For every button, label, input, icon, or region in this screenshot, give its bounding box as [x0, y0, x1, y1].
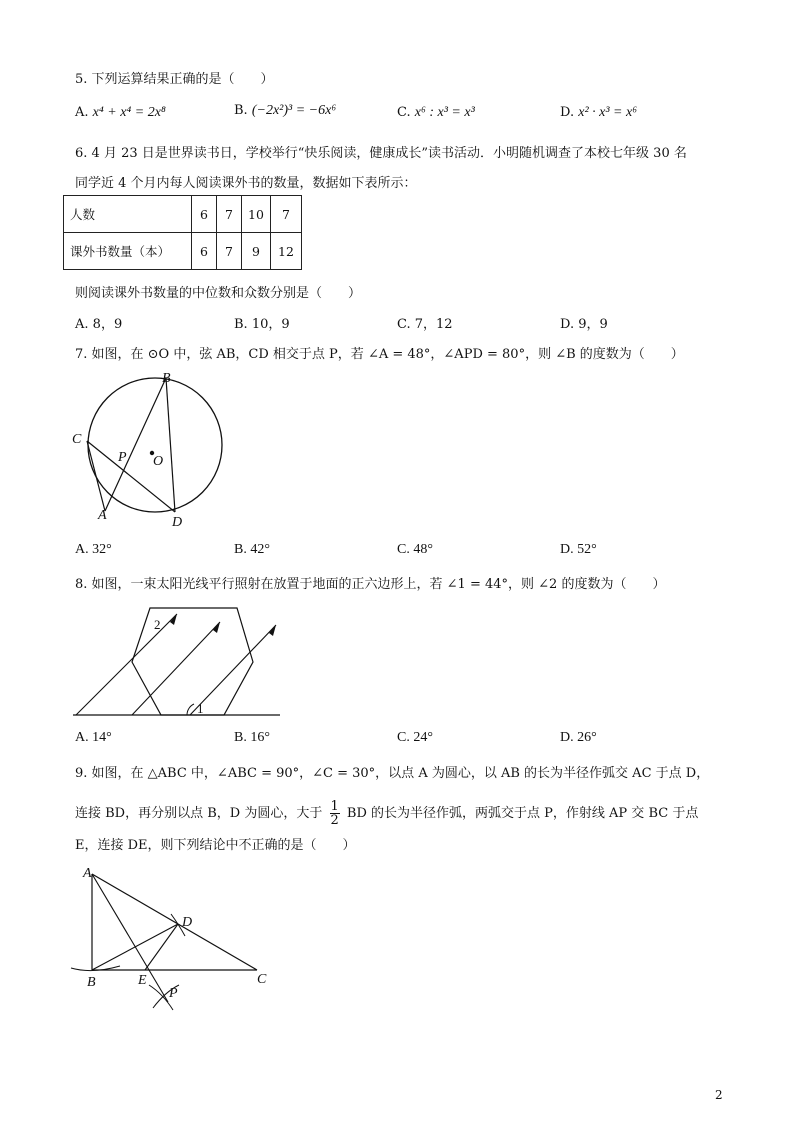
page-number: 2 [715, 1088, 723, 1102]
segment-de [145, 924, 178, 970]
q8-option-b[interactable]: B. 16° [234, 730, 270, 745]
q9-line1: 9. 如图，在 △ABC 中，∠ABC = 90°，∠C = 30°，以点 A 为圆心，以 AB 的长为半径作弧交 AC 于点 D， [75, 766, 710, 781]
q6-option-c[interactable]: C. 7，12 [397, 317, 453, 332]
label-e: E [138, 973, 147, 988]
angle-1-arc [187, 704, 194, 715]
table-cell: 6 [192, 233, 217, 270]
table-cell: 7 [217, 196, 242, 233]
table-cell: 6 [192, 196, 217, 233]
label-p: P [118, 450, 127, 465]
segment-bd [166, 378, 175, 512]
q5-stem: 5. 下列运算结果正确的是（ ） [75, 72, 274, 87]
q5-option-d[interactable]: D. x² · x³ = x⁶ [560, 105, 638, 120]
q6-stem-line2: 同学近 4 个月内每人阅读课外书的数量，数据如下表所示： [75, 176, 417, 191]
q9-line3: E，连接 DE，则下列结论中不正确的是（ ） [75, 838, 356, 853]
q9-triangle-figure [65, 862, 285, 1012]
segment-ca [87, 441, 105, 511]
q5-option-a[interactable]: A. x⁴ + x⁴ = 2x⁸ [75, 105, 166, 120]
q6-option-a[interactable]: A. 8，9 [75, 317, 123, 332]
label-p: P [169, 986, 178, 1001]
table-cell: 7 [271, 196, 302, 233]
label-c: C [257, 972, 267, 987]
q5-option-c[interactable]: C. x⁶ : x³ = x³ [397, 105, 475, 120]
chord-ab [105, 378, 166, 511]
q8-option-c[interactable]: C. 24° [397, 730, 433, 745]
label-o: O [153, 454, 164, 469]
table-row [64, 233, 302, 270]
angle-2-label: 2 [154, 617, 161, 632]
ray-ap [92, 874, 168, 1002]
label-b: B [87, 975, 96, 990]
label-a: A [83, 866, 92, 881]
q8-option-a[interactable]: A. 14° [75, 730, 112, 745]
q6-question: 则阅读课外书数量的中位数和众数分别是（ ） [75, 286, 362, 301]
q8-stem: 8. 如图，一束太阳光线平行照射在放置于地面的正六边形上，若 ∠1 = 44°，则 ∠2 的度数为（ ） [75, 577, 666, 592]
q6-option-b[interactable]: B. 10，9 [234, 317, 290, 332]
reading-data-table [63, 195, 302, 270]
q7-stem: 7. 如图，在 ⊙O 中，弦 AB，CD 相交于点 P，若 ∠A = 48°，∠APD = 80°，则 ∠B 的度数为（ ） [75, 347, 684, 362]
q7-option-b[interactable]: B. 42° [234, 542, 270, 557]
sun-ray-1 [76, 614, 177, 715]
label-d: D [182, 915, 193, 930]
q7-circle-figure [65, 365, 245, 535]
row-label: 人数 [64, 196, 192, 233]
q7-option-a[interactable]: A. 32° [75, 542, 112, 557]
chord-cd [87, 441, 175, 512]
table-cell: 10 [242, 196, 271, 233]
q6-option-d[interactable]: D. 9，9 [560, 317, 608, 332]
sun-ray-2 [132, 622, 220, 715]
q9-line2: 连接 BD，再分别以点 B，D 为圆心，大于 $\frac{1}{2}$ BD 的长为半径作弧，两弧交于点 P，作射线 AP 交 BC 于点 [75, 799, 699, 828]
q8-option-d[interactable]: D. 26° [560, 730, 597, 745]
label-a: A [98, 508, 107, 523]
table-cell: 7 [217, 233, 242, 270]
fraction-one-half: $\frac{1}{2}$ [330, 799, 339, 828]
q7-option-c[interactable]: C. 48° [397, 542, 433, 557]
q7-option-d[interactable]: D. 52° [560, 542, 597, 557]
label-d: D [172, 515, 183, 530]
q6-stem-line1: 6. 4 月 23 日是世界读书日，学校举行“快乐阅读，健康成长”读书活动．小明随机调查了本校七年级 30 名 [75, 146, 687, 161]
table-cell: 12 [271, 233, 302, 270]
label-b: B [162, 371, 171, 386]
row-label: 课外书数量（本） [64, 233, 192, 270]
q5-option-b[interactable]: B. (−2x²)³ = −6x⁶ [234, 103, 337, 118]
table-row [64, 196, 302, 233]
table-cell: 9 [242, 233, 271, 270]
label-c: C [72, 432, 82, 447]
angle-1-label: 1 [197, 701, 204, 716]
regular-hexagon [132, 608, 253, 715]
q8-hexagon-figure [70, 600, 290, 730]
side-ac [92, 874, 257, 970]
circle-o [88, 378, 222, 512]
